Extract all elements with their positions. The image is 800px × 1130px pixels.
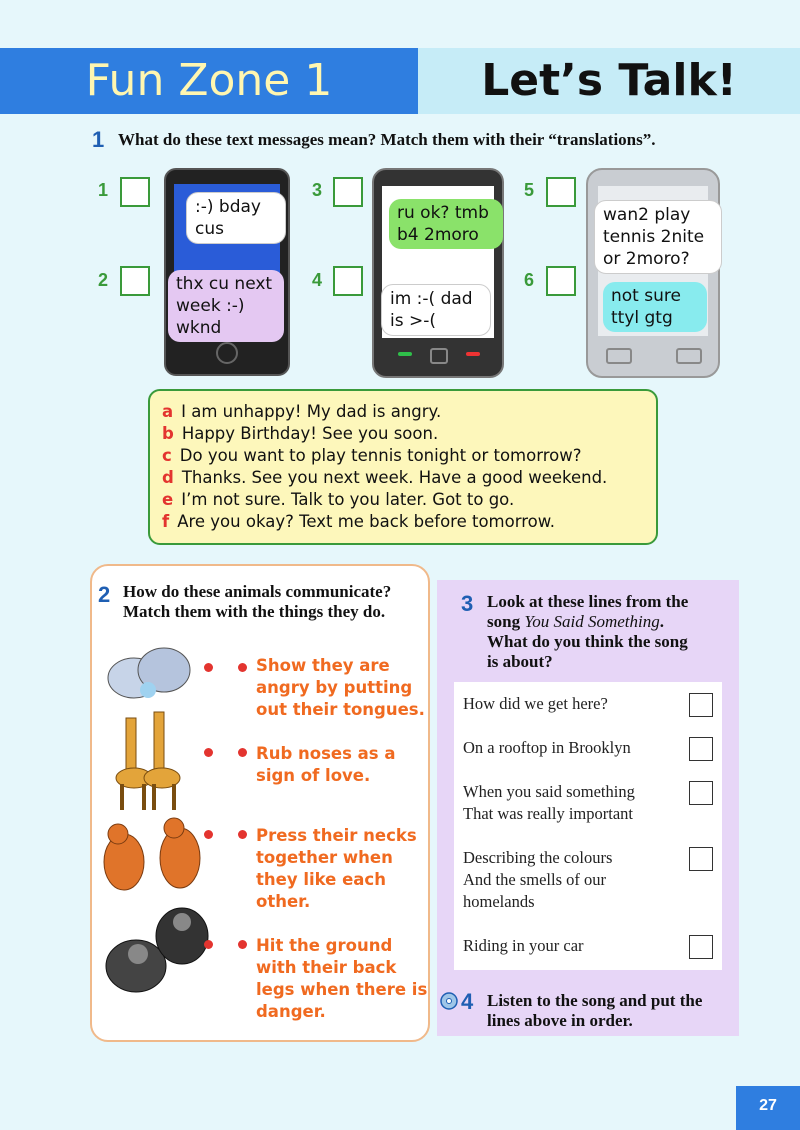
exercise-2-instruction-line-1: How do these animals communicate? [123, 582, 392, 601]
translation-f: f Are you okay? Text me back before tomorrow. [162, 512, 555, 531]
match-dot-animal-1[interactable] [204, 663, 213, 672]
translation-b: b Happy Birthday! See you soon. [162, 424, 439, 443]
song-line-1-checkbox[interactable] [689, 693, 713, 717]
message-bubble-6: not sure ttyl gtg [603, 282, 707, 332]
match-dot-action-3[interactable] [238, 830, 247, 839]
phone-button-left-icon [606, 348, 632, 364]
action-2: Rub noses as a sign of love. [256, 744, 396, 785]
message-bubble-4: im :-( dad is >-( [381, 284, 491, 336]
exercise-4-number: 4 [461, 989, 474, 1014]
match-dot-animal-4[interactable] [204, 940, 213, 949]
translation-c: c Do you want to play tennis tonight or tomorrow? [162, 446, 582, 465]
answer-box-3[interactable] [333, 177, 363, 207]
song-line-2: On a rooftop in Brooklyn [463, 738, 631, 757]
match-dot-action-2[interactable] [238, 748, 247, 757]
message-bubble-1: :-) bday cus [186, 192, 286, 244]
answer-box-1[interactable] [120, 177, 150, 207]
song-line-2-checkbox[interactable] [689, 737, 713, 761]
song-lines-box [454, 682, 722, 970]
answer-label-2: 2 [98, 270, 109, 290]
translations-box [148, 389, 658, 545]
exercise-3-instruction: Look at these lines from the song You Said Something. What do you think the song is about? [487, 592, 689, 671]
elephants-icon [100, 640, 196, 706]
call-red-icon [466, 352, 480, 356]
song-line-5: Riding in your car [463, 936, 584, 955]
match-dot-action-1[interactable] [238, 663, 247, 672]
song-line-3: When you said something That was really important [463, 782, 635, 823]
answer-label-5: 5 [524, 180, 535, 200]
action-1: Show they are angry by putting out their tongues. [256, 656, 425, 719]
exercise-2-number: 2 [98, 582, 111, 607]
phone-button-right-icon [676, 348, 702, 364]
exercise-2-instruction-line-2: Match them with the things they do. [123, 602, 386, 621]
song-line-3-checkbox[interactable] [689, 781, 713, 805]
answer-label-3: 3 [312, 180, 323, 200]
section-title: Let’s Talk! [481, 55, 737, 106]
message-bubble-2: thx cu next week :-) wknd [168, 270, 284, 342]
translation-a: a I am unhappy! My dad is angry. [162, 402, 442, 421]
exercise-1-number: 1 [92, 127, 105, 152]
message-bubble-5: wan2 play tennis 2nite or 2moro? [594, 200, 722, 274]
song-line-4: Describing the colours And the smells of our homelands [463, 848, 613, 911]
answer-box-2[interactable] [120, 266, 150, 296]
call-green-icon [398, 352, 412, 356]
page-number: 27 [736, 1086, 800, 1130]
answer-box-6[interactable] [546, 266, 576, 296]
answer-box-5[interactable] [546, 177, 576, 207]
answer-label-1: 1 [98, 180, 109, 200]
answer-label-6: 6 [524, 270, 535, 290]
kangaroos-icon [96, 812, 210, 900]
match-dot-animal-2[interactable] [204, 748, 213, 757]
exercise-1-instruction: What do these text messages mean? Match them with their “translations”. [118, 130, 656, 149]
translation-d: d Thanks. See you next week. Have a good weekend. [162, 468, 608, 487]
phone-home-button-icon [216, 342, 238, 364]
match-dot-animal-3[interactable] [204, 830, 213, 839]
translation-e: e I’m not sure. Talk to you later. Got to go. [162, 490, 515, 509]
home-square-icon [430, 348, 448, 364]
song-line-4-checkbox[interactable] [689, 847, 713, 871]
page-title: Fun Zone 1 [85, 55, 333, 106]
action-3: Press their necks together when they like each other. [256, 826, 417, 911]
action-4: Hit the ground with their back legs when there is danger. [256, 936, 428, 1021]
message-bubble-3: ru ok? tmb b4 2moro [389, 199, 503, 249]
song-line-5-checkbox[interactable] [689, 935, 713, 959]
answer-label-4: 4 [312, 270, 323, 290]
giraffes-icon [112, 708, 184, 812]
answer-box-4[interactable] [333, 266, 363, 296]
gorillas-icon [98, 902, 218, 1000]
match-dot-action-4[interactable] [238, 940, 247, 949]
song-line-1: How did we get here? [463, 694, 608, 713]
audio-cd-icon[interactable] [440, 991, 458, 1011]
exercise-4-instruction: Listen to the song and put the lines above in order. [487, 991, 703, 1030]
exercise-3-number: 3 [461, 591, 474, 616]
